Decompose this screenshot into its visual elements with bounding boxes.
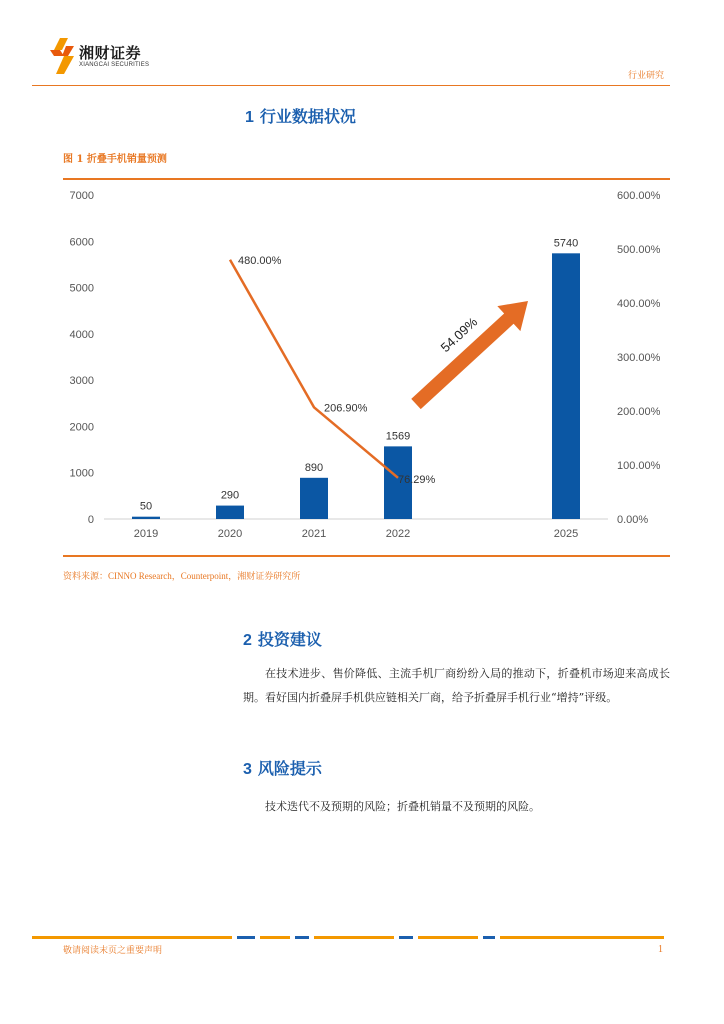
figure-bottom-rule (63, 555, 670, 557)
footer-stripe (32, 936, 664, 939)
right-axis-ticks (617, 190, 661, 526)
left-tick-label-2000: 2000 (69, 421, 94, 434)
left-tick-label-6000: 6000 (69, 236, 94, 249)
growth-line-path (230, 260, 398, 478)
section-3-text: 风险提示 (257, 759, 322, 778)
bar-2020 (216, 506, 244, 519)
investment-paragraph: 在技术进步、售价降低、主流手机厂商纷纷入局的推动下，折叠机市场迎来高成长期。看好国内折叠屏手机供应链相关厂商，给予折叠屏手机行业“增持”评级。 (243, 667, 670, 704)
left-tick-label-7000: 7000 (69, 190, 94, 202)
right-tick-label-1: 100.00% (617, 460, 661, 472)
growth-arrow-body (404, 288, 539, 416)
left-tick-label-5000: 5000 (69, 282, 94, 295)
line-label-2022: 76.29% (398, 473, 436, 486)
left-tick-label-1000: 1000 (69, 467, 94, 480)
right-tick-label-2: 200.00% (617, 406, 661, 418)
right-tick-label-5: 500.00% (617, 244, 661, 256)
foldable-sales-chart (0, 180, 724, 555)
section-2-text: 投资建议 (257, 630, 322, 649)
footer-disclaimer-note: 敬请阅读末页之重要声明 (63, 946, 163, 956)
company-logo (50, 38, 210, 78)
x-axis-labels (134, 528, 578, 540)
page-number: 1 (658, 944, 663, 955)
bar-labels (140, 237, 578, 512)
x-label-2020: 2020 (217, 528, 243, 540)
growth-arrow (404, 288, 539, 416)
header-divider (32, 85, 670, 86)
bars (132, 253, 580, 519)
right-tick-label-3: 300.00% (617, 352, 661, 364)
bar-label-2020: 290 (220, 489, 240, 502)
left-axis-ticks (70, 190, 94, 526)
left-tick-label-3000: 3000 (69, 375, 94, 388)
figure-source: 资料来源：CINNO Research，Counterpoint，湘财证券研究所 (63, 571, 301, 581)
risk-paragraph: 技术迭代不及预期的风险；折叠机销量不及预期的风险。 (265, 800, 540, 813)
bar-label-2021: 890 (304, 461, 324, 474)
right-tick-label-6: 600.00% (617, 190, 661, 202)
logo-mark-icon (50, 38, 76, 74)
figure-caption: 图 1 折叠手机销量预测 (63, 154, 167, 165)
growth-arrow-label: 54.09% (437, 314, 481, 356)
x-label-2019: 2019 (133, 528, 159, 540)
right-tick-label-0: 0.00% (617, 514, 649, 526)
bar-label-2025: 5740 (553, 237, 579, 250)
bar-label-2022: 1569 (385, 430, 411, 443)
bar-2019 (132, 517, 160, 519)
section-1-title (245, 104, 356, 127)
line-label-2021: 206.90% (324, 402, 368, 415)
bar-2025 (552, 253, 580, 519)
x-label-2025: 2025 (553, 528, 579, 540)
logo-chinese-name: 湘财证券 (79, 44, 142, 62)
logo-english-name: XIANGCAI SECURITIES (79, 62, 150, 68)
section-3-number: 3 (243, 761, 252, 778)
line-label-2020: 480.00% (238, 254, 282, 267)
growth-arrow-shape (404, 288, 539, 416)
x-label-2021: 2021 (301, 528, 327, 540)
bar-2021 (300, 478, 328, 519)
right-tick-label-4: 400.00% (617, 298, 661, 310)
section-1-text: 行业数据状况 (259, 107, 356, 126)
section-2-number: 2 (243, 632, 252, 649)
section-3-title (243, 756, 322, 779)
section-2-title (243, 627, 322, 650)
left-tick-label-4000: 4000 (69, 328, 94, 341)
left-tick-label-0: 0 (87, 514, 94, 526)
report-type-tag: 行业研究 (627, 71, 664, 81)
x-label-2022: 2022 (385, 528, 411, 540)
bar-label-2019: 50 (139, 500, 153, 513)
section-1-number: 1 (245, 109, 254, 126)
